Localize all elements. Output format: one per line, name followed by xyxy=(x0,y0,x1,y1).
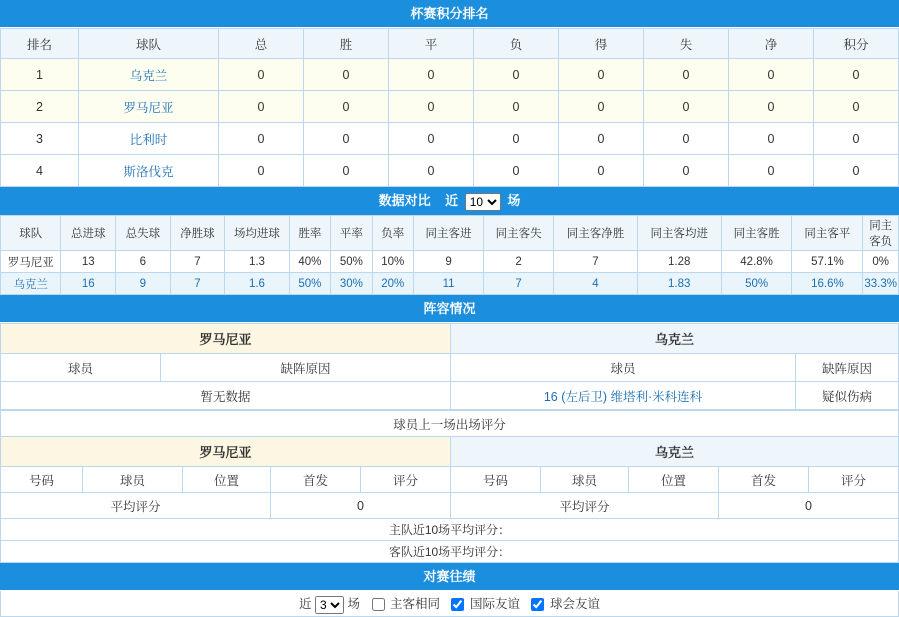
ratings-home-avg-value: 0 xyxy=(271,493,451,519)
team-link[interactable]: 斯洛伐克 xyxy=(123,164,174,179)
ratings-home-col-starter: 首发 xyxy=(271,467,361,493)
standings-header-row xyxy=(1,29,899,59)
standings-pts: 0 xyxy=(814,59,899,91)
compare-col-ga: 总失球 xyxy=(116,216,171,251)
history-prefix-label: 近 xyxy=(299,597,312,611)
team-link[interactable]: 比利时 xyxy=(129,132,168,147)
player-link[interactable]: 16 (左后卫) 维塔利·米科连科 xyxy=(543,389,703,404)
compare-avg: 1.3 xyxy=(225,251,289,273)
standings-rank: 1 xyxy=(1,59,79,91)
compare-hga: 7 xyxy=(484,273,554,295)
compare-col-hdraw: 同主客平 xyxy=(792,216,863,251)
ratings-away-col-player: 球员 xyxy=(541,467,629,493)
ratings-header-row xyxy=(1,467,899,493)
ratings-home-last10: 主队近10场平均评分： xyxy=(1,519,899,541)
standings-gd: 0 xyxy=(729,155,814,187)
table-row xyxy=(1,91,899,123)
lineup-section-title: 阵容情况 xyxy=(0,295,899,323)
compare-col-loserate: 负率 xyxy=(372,216,413,251)
standings-gf: 0 xyxy=(559,91,644,123)
compare-gf: 16 xyxy=(61,273,116,295)
standings-col-gd: 净 xyxy=(729,29,814,59)
table-row xyxy=(1,541,899,563)
compare-gf: 13 xyxy=(61,251,116,273)
compare-section-title xyxy=(0,187,899,215)
table-row xyxy=(1,519,899,541)
standings-win: 0 xyxy=(304,91,389,123)
table-row xyxy=(1,123,899,155)
compare-drawrate: 50% xyxy=(331,251,372,273)
standings-win: 0 xyxy=(304,59,389,91)
table-row xyxy=(1,273,899,295)
lineup-table xyxy=(0,323,899,410)
standings-rank: 4 xyxy=(1,155,79,187)
compare-hlose: 0% xyxy=(863,251,899,273)
standings-col-rank: 排名 xyxy=(1,29,79,59)
standings-draw: 0 xyxy=(389,59,474,91)
ratings-home-col-number: 号码 xyxy=(1,467,83,493)
lineup-subheader-row xyxy=(1,354,899,382)
compare-winrate: 50% xyxy=(289,273,330,295)
ratings-away-avg-value: 0 xyxy=(719,493,899,519)
history-filter-bar xyxy=(0,591,899,617)
compare-havg: 1.83 xyxy=(637,273,721,295)
standings-lose: 0 xyxy=(474,155,559,187)
standings-rank: 3 xyxy=(1,123,79,155)
standings-col-total: 总 xyxy=(219,29,304,59)
table-row xyxy=(1,493,899,519)
lineup-home-empty: 暂无数据 xyxy=(1,382,451,410)
compare-team: 罗马尼亚 xyxy=(1,251,61,273)
compare-hdraw: 57.1% xyxy=(792,251,863,273)
compare-hgf: 11 xyxy=(414,273,484,295)
standings-draw: 0 xyxy=(389,91,474,123)
ratings-table xyxy=(0,410,899,563)
standings-lose: 0 xyxy=(474,91,559,123)
ratings-home-col-player: 球员 xyxy=(83,467,183,493)
standings-col-team: 球队 xyxy=(79,29,219,59)
ratings-home-col-position: 位置 xyxy=(183,467,271,493)
club-friendly-checkbox[interactable] xyxy=(531,598,544,611)
standings-lose: 0 xyxy=(474,59,559,91)
standings-lose: 0 xyxy=(474,123,559,155)
compare-col-hga: 同主客失 xyxy=(484,216,554,251)
standings-pts: 0 xyxy=(814,91,899,123)
team-link[interactable]: 罗马尼亚 xyxy=(123,100,174,115)
compare-col-team: 球队 xyxy=(1,216,61,251)
ratings-away-last10: 客队近10场平均评分： xyxy=(1,541,899,563)
compare-hlose: 33.3% xyxy=(863,273,899,295)
standings-ga: 0 xyxy=(644,123,729,155)
table-row xyxy=(1,382,899,410)
intl-friendly-checkbox[interactable] xyxy=(451,598,464,611)
standings-draw: 0 xyxy=(389,123,474,155)
standings-gf: 0 xyxy=(559,155,644,187)
ratings-home-col-rating: 评分 xyxy=(361,467,451,493)
compare-ga: 9 xyxy=(116,273,171,295)
compare-ga: 6 xyxy=(116,251,171,273)
history-match-count-select[interactable] xyxy=(315,596,344,614)
standings-gd: 0 xyxy=(729,59,814,91)
lineup-away-reason: 疑似伤病 xyxy=(796,382,899,410)
compare-col-gf: 总进球 xyxy=(61,216,116,251)
compare-hdraw: 16.6% xyxy=(792,273,863,295)
same-venue-checkbox[interactable] xyxy=(372,598,385,611)
standings-win: 0 xyxy=(304,155,389,187)
lineup-home-col-player: 球员 xyxy=(1,354,161,382)
ratings-section-title-row xyxy=(1,411,899,437)
compare-col-gd: 净胜球 xyxy=(170,216,225,251)
club-friendly-label[interactable]: 球会友谊 xyxy=(549,597,600,611)
intl-friendly-label[interactable]: 国际友谊 xyxy=(469,597,520,611)
standings-table xyxy=(0,28,899,187)
standings-col-ga: 失 xyxy=(644,29,729,59)
compare-gd: 7 xyxy=(170,251,225,273)
compare-col-hlose: 同主客负 xyxy=(863,216,899,251)
lineup-away-col-player: 球员 xyxy=(451,354,796,382)
standings-total: 0 xyxy=(219,123,304,155)
standings-team xyxy=(79,91,219,123)
ratings-away-team: 乌克兰 xyxy=(451,437,899,467)
compare-loserate: 10% xyxy=(372,251,413,273)
compare-match-count-select[interactable] xyxy=(465,193,501,211)
ratings-home-team: 罗马尼亚 xyxy=(1,437,451,467)
ratings-away-col-rating: 评分 xyxy=(809,467,899,493)
ratings-away-avg-label: 平均评分 xyxy=(451,493,719,519)
standings-team xyxy=(79,123,219,155)
history-suffix-label: 场 xyxy=(347,597,361,611)
compare-suffix-label: 场 xyxy=(507,193,521,208)
compare-col-hgd: 同主客净胜 xyxy=(554,216,638,251)
standings-total: 0 xyxy=(219,91,304,123)
ratings-home-avg-label: 平均评分 xyxy=(1,493,271,519)
standings-ga: 0 xyxy=(644,91,729,123)
lineup-team-header-row xyxy=(1,324,899,354)
standings-gf: 0 xyxy=(559,123,644,155)
ratings-away-col-number: 号码 xyxy=(451,467,541,493)
compare-gd: 7 xyxy=(170,273,225,295)
compare-avg: 1.6 xyxy=(225,273,289,295)
compare-winrate: 40% xyxy=(289,251,330,273)
compare-hgf: 9 xyxy=(414,251,484,273)
table-row xyxy=(1,155,899,187)
compare-hgd: 4 xyxy=(554,273,638,295)
standings-pts: 0 xyxy=(814,123,899,155)
standings-gd: 0 xyxy=(729,91,814,123)
ratings-away-col-position: 位置 xyxy=(629,467,719,493)
same-venue-label[interactable]: 主客相同 xyxy=(389,597,440,611)
ratings-away-col-starter: 首发 xyxy=(719,467,809,493)
standings-gd: 0 xyxy=(729,123,814,155)
standings-team xyxy=(79,155,219,187)
standings-pts: 0 xyxy=(814,155,899,187)
compare-table xyxy=(0,215,899,295)
team-link[interactable]: 乌克兰 xyxy=(129,68,168,83)
table-row xyxy=(1,251,899,273)
ratings-team-header-row xyxy=(1,437,899,467)
standings-col-lose: 负 xyxy=(474,29,559,59)
standings-win: 0 xyxy=(304,123,389,155)
standings-col-pts: 积分 xyxy=(814,29,899,59)
ratings-section-title: 球员上一场出场评分 xyxy=(1,411,899,437)
lineup-away-player xyxy=(451,382,796,410)
compare-col-winrate: 胜率 xyxy=(289,216,330,251)
compare-havg: 1.28 xyxy=(637,251,721,273)
standings-draw: 0 xyxy=(389,155,474,187)
compare-team: 乌克兰 xyxy=(1,273,61,295)
standings-total: 0 xyxy=(219,59,304,91)
compare-col-avg: 场均进球 xyxy=(225,216,289,251)
standings-section-title: 杯赛积分排名 xyxy=(0,0,899,28)
compare-col-havg: 同主客均进 xyxy=(637,216,721,251)
lineup-away-team: 乌克兰 xyxy=(451,324,899,354)
standings-gf: 0 xyxy=(559,59,644,91)
compare-loserate: 20% xyxy=(372,273,413,295)
compare-col-hgf: 同主客进 xyxy=(414,216,484,251)
compare-col-hwin: 同主客胜 xyxy=(721,216,792,251)
lineup-home-team: 罗马尼亚 xyxy=(1,324,451,354)
compare-hga: 2 xyxy=(484,251,554,273)
compare-hwin: 42.8% xyxy=(721,251,792,273)
lineup-home-col-reason: 缺阵原因 xyxy=(161,354,451,382)
standings-col-gf: 得 xyxy=(559,29,644,59)
standings-col-win: 胜 xyxy=(304,29,389,59)
compare-title-label: 数据对比 xyxy=(378,193,431,208)
standings-ga: 0 xyxy=(644,59,729,91)
compare-col-drawrate: 平率 xyxy=(331,216,372,251)
standings-team xyxy=(79,59,219,91)
standings-rank: 2 xyxy=(1,91,79,123)
history-section-title: 对赛往绩 xyxy=(0,563,899,591)
compare-header-row xyxy=(1,216,899,251)
standings-total: 0 xyxy=(219,155,304,187)
compare-hwin: 50% xyxy=(721,273,792,295)
compare-prefix-label: 近 xyxy=(445,193,459,208)
compare-hgd: 7 xyxy=(554,251,638,273)
compare-drawrate: 30% xyxy=(331,273,372,295)
standings-ga: 0 xyxy=(644,155,729,187)
table-row xyxy=(1,59,899,91)
lineup-away-col-reason: 缺阵原因 xyxy=(796,354,899,382)
standings-col-draw: 平 xyxy=(389,29,474,59)
